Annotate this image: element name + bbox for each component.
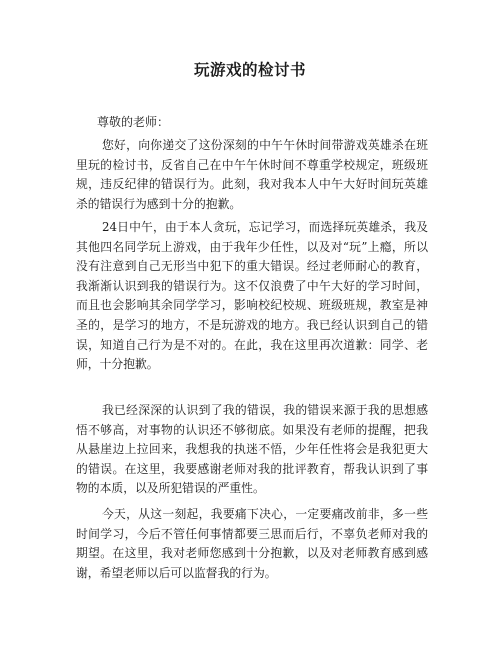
paragraph-2: 24日中午，由于本人贪玩，忘记学习，而选择玩英雄杀，我及其他四名同学玩上游戏，由于我年少任性，以及对“玩”上瘾，所以没有注意到自己无形当中犯下的重大错误。经过老师耐心的教育，我渐渐认识到我的错误行为。这不仅浪费了中午大好的学习时间，而且也会影响其余同学学习，影响校纪校规、班级班规，教室是神圣的，是学习的地方，不是玩游戏的地方。我已经认识到自己的错误，知道自己行为是不对的。在此，我在这里再次道歉：同学、老师，十分抱歉。 — [76, 220, 428, 372]
paragraph-3: 我已经深深的认识到了我的错误，我的错误来源于我的思想感悟不够高，对事物的认识还不够彻底。如果没有老师的提醒，把我从悬崖边上拉回来，我想我的执迷不悟，少年任性将会是我犯更大的错误。在这里，我要感谢老师对我的批评教育，帮我认识到了事物的本质，以及所犯错误的严重性。 — [76, 403, 428, 496]
greeting: 尊敬的老师： — [97, 115, 170, 129]
paragraph-1: 您好，向你递交了这份深刻的中午午休时间带游戏英雄杀在班里玩的检讨书，反省自己在中午午休时间不尊重学校规定，班级班规，违反纪律的错误行为。此刻，我对我本人中午大好时间玩英雄杀的错误行为感到十分的抱歉。 — [76, 138, 428, 211]
paragraph-4: 今天，从这一刻起，我要痛下决心，一定要痛改前非，多一些时间学习，今后不管任何事情都要三思而后行，不辜负老师对我的期望。在这里，我对老师您感到十分抱歉，以及对老师教育感到感谢，希望老师以后可以监督我的行为。 — [76, 507, 428, 580]
document-title: 玩游戏的检讨书 — [193, 60, 306, 79]
